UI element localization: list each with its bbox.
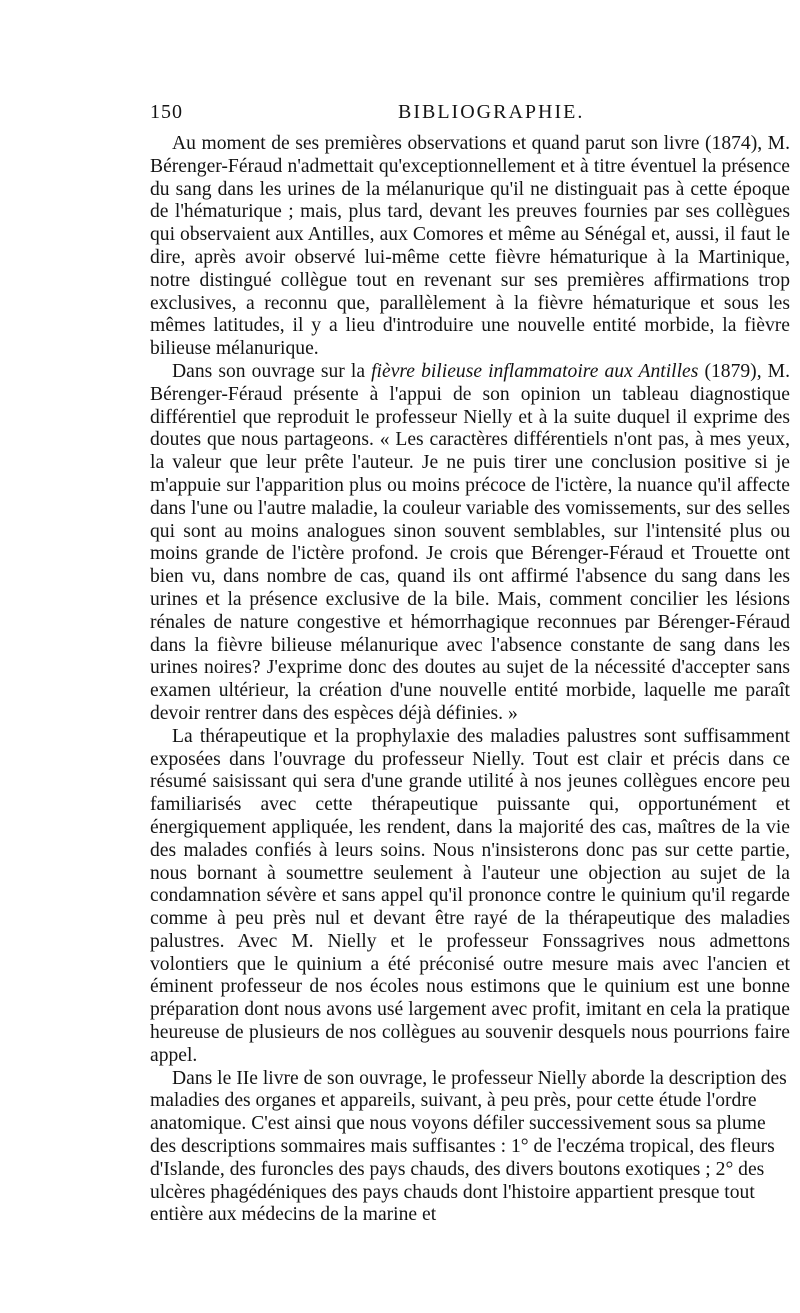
paragraph-2-intro: Dans son ouvrage sur la — [172, 360, 372, 382]
running-title: BIBLIOGRAPHIE. — [398, 101, 585, 123]
paragraph-2 — [150, 361, 790, 726]
page-number: 150 — [150, 101, 183, 123]
paragraph-1: Au moment de ses premières observations et quand parut son livre (1874), M. Bérenger-Féraud n'admettait qu'exceptionnellement et à titre éventuel la présence du sang dans les urines de la mélanurique qu'il ne distinguait pas à cette époque de l'hématurique ; mais, plus tard, devant les preuves fournies par ses collègues qui observaient aux Antilles, aux Comores et même au Sénégal et, aussi, il faut le dire, après avoir observé lui-même cette fièvre hématurique à la Martinique, notre distingué collègue tout en revenant sur ses premières affirmations trop exclusives, a reconnu que, parallèlement à la fièvre hématurique et sous les mêmes latitudes, il y a lieu d'introduire une nouvelle entité morbide, la fièvre bilieuse mélanurique. — [150, 133, 790, 360]
book-title-italic: fièvre bilieuse inflammatoire aux Antilles — [371, 360, 699, 382]
paragraph-3: La thérapeutique et la prophylaxie des maladies palustres sont suffisamment exposées dans l'ouvrage du professeur Nielly. Tout est clair et précis dans ce résumé saisissant qui sera d'une grande utilité à nos jeunes collègues encore peu familiarisés avec cette thérapeutique puissante qui, opportunément et énergiquement appliquée, les rendent, dans la majorité des cas, maîtres de la vie des malades confiés à leurs soins. Nous n'insisterons donc pas sur cette partie, nous bornant à soumettre seulement à l'auteur une objection au sujet de la condamnation sévère et sans appel qu'il prononce contre le quinium qu'il regarde comme à peu près nul et devant être rayé de la thérapeutique des maladies palustres. Avec M. Nielly et le professeur Fonssagrives nous admettons volontiers que le quinium a été préconisé outre mesure mais avec l'ancien et éminent professeur de nos écoles nous estimons que le quinium est une bonne préparation dont nous avons usé largement avec profit, imitant en cela la pratique heureuse de plusieurs de nos collègues au souvenir desquels nous pourrions faire appel. — [150, 725, 790, 1066]
paragraph-4: Dans le IIe livre de son ouvrage, le professeur Nielly aborde la description des maladies des organes et appareils, suivant, à peu près, pour cette étude l'ordre anatomique. C'est ainsi que nous voyons défiler successivement sous sa plume des descriptions sommaires mais suffisantes : 1° de l'eczéma tropical, des fleurs d'Islande, des furoncles des pays chauds, des divers boutons exotiques ; 2° des ulcères phagédéniques des pays chauds dont l'histoire appartient presque tout entière aux médecins de la marine et — [150, 1067, 787, 1226]
paragraph-2-rest: (1879), M. Bérenger-Féraud présente à l'appui de son opinion un tableau diagnostique différentiel que reproduit le professeur Nielly et à la suite duquel il exprime des doutes que nous partageons. « Les caractères différentiels n'ont pas, à mes yeux, la valeur que leur prête l'auteur. Je ne puis tirer une conclusion positive si je m'appuie sur l'apparition plus ou moins précoce de l'ictère, la nuance qu'il affecte dans l'une ou l'autre maladie, la couleur variable des vomissements, sur des selles qui sont au moins analogues sinon souvent semblables, sur l'intensité plus ou moins grande de l'ictère profond. Je crois que Bérenger-Féraud et Trouette ont bien vu, dans nombre de cas, quand ils ont affirmé l'absence du sang dans les urines et la présence exclusive de la bile. Mais, comment concilier les lésions rénales de nature congestive et hémorrhagique reconnues par Bérenger-Féraud dans la fièvre bilieuse mélanurique avec l'absence constante de sang dans les urines noires? J'exprime donc des doutes au sujet de la nécessité d'accepter sans examen ultérieur, la création d'une nouvelle entité morbide, laquelle me paraît devoir rentrer dans des espèces déjà définies. » — [150, 360, 790, 724]
page-body — [150, 133, 790, 1227]
